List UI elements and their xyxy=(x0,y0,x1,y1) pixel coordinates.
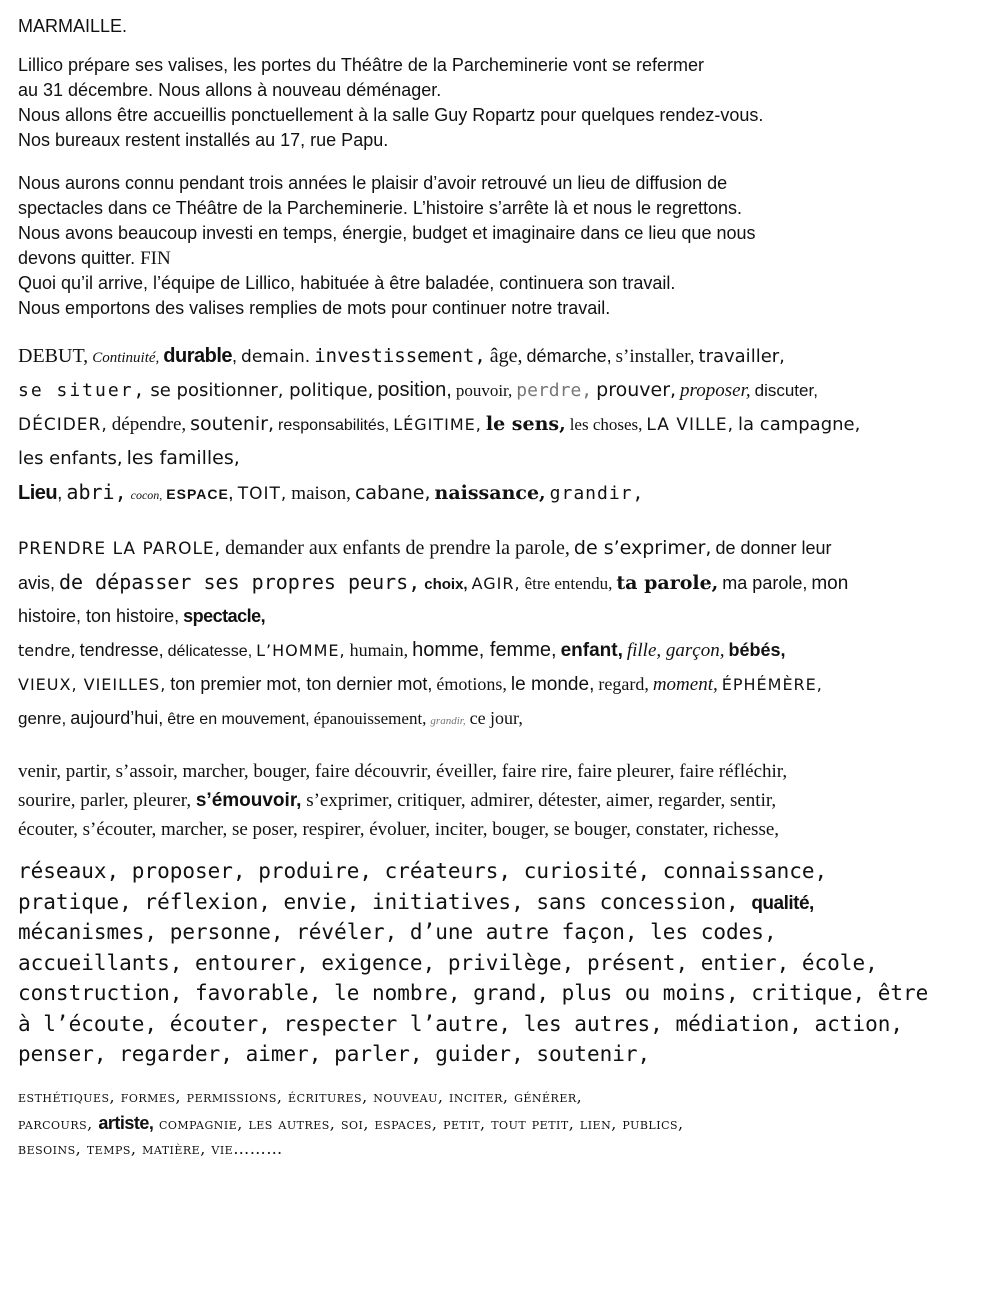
word: ma parole, xyxy=(722,573,808,593)
word: investissement, xyxy=(314,345,486,367)
mono-text: pratique, réflexion, envie, initiatives, sans concession, xyxy=(18,889,739,914)
word: discuter, xyxy=(754,381,818,400)
body-line: spectacles dans ce Théâtre de la Parcheminerie. L’histoire s’arrête là et nous le regrettons. xyxy=(18,198,743,218)
word: tendre, xyxy=(18,641,76,660)
word: être en mouvement, xyxy=(167,711,310,728)
word-line xyxy=(18,339,993,373)
caps-line: esthétiques, formes, permissions, écritures, nouveau, inciter, générer, xyxy=(18,1086,583,1106)
word-line xyxy=(18,373,993,407)
document-title: MARMAILLE. xyxy=(18,16,128,36)
word: soutenir, xyxy=(190,413,275,435)
body-line-text: devons quitter. xyxy=(18,248,136,268)
word: position, xyxy=(377,379,452,401)
word: les choses, xyxy=(569,415,643,434)
word: la campagne, xyxy=(738,414,861,435)
intro-line: Nos bureaux restent installés au 17, rue Papu. xyxy=(18,130,389,150)
document-page xyxy=(18,14,993,1162)
word: LA VILLE, xyxy=(646,415,735,435)
word-line xyxy=(18,667,993,701)
intro-line: Lillico prépare ses valises, les portes du Théâtre de la Parcheminerie vont se refermer xyxy=(18,55,704,75)
word: humain, xyxy=(349,640,409,660)
word: mon xyxy=(811,573,849,594)
word-line xyxy=(18,407,993,441)
word: aujourd’hui, xyxy=(70,708,164,728)
word: durable xyxy=(163,345,233,367)
word: regard, xyxy=(598,674,649,694)
word: enfant, xyxy=(560,640,623,661)
word: avis, xyxy=(18,573,56,593)
word: genre, xyxy=(18,709,67,728)
word: VIEUX, VIEILLES, xyxy=(18,675,167,694)
word: perdre, xyxy=(516,380,593,401)
word-line xyxy=(18,441,993,475)
verbs-text: sourire, parler, pleurer, xyxy=(18,790,192,811)
word: le monde, xyxy=(510,674,595,695)
word: demander aux enfants de prendre la parole, xyxy=(225,537,570,559)
word: le sens, xyxy=(485,413,566,435)
verbs-line: venir, partir, s’assoir, marcher, bouger, faire découvrir, éveiller, faire rire, faire pleurer, faire réfléchir, xyxy=(18,761,788,782)
word: âge, xyxy=(489,345,523,367)
word-line xyxy=(18,701,993,735)
verbs-emphasis: s’émouvoir, xyxy=(195,790,302,811)
mono-line: accueillants, entourer, exigence, privilège, présent, entier, école, xyxy=(18,950,878,975)
word-line xyxy=(18,565,993,599)
word: responsabilités, xyxy=(278,417,390,434)
mono-emphasis: qualité, xyxy=(751,892,814,914)
word: prouver, xyxy=(596,379,677,401)
body-line: Nous aurons connu pendant trois années le plaisir d’avoir retrouvé un lieu de diffusion de xyxy=(18,173,728,193)
word: dépendre, xyxy=(111,414,187,435)
word: être entendu, xyxy=(524,574,613,593)
word: PRENDRE LA PAROLE, xyxy=(18,539,222,559)
word: cabane, xyxy=(354,482,431,504)
word: moment, xyxy=(652,674,718,695)
intro-line: au 31 décembre. Nous allons à nouveau déménager. xyxy=(18,80,442,100)
body-paragraph xyxy=(18,171,993,321)
verbs-line xyxy=(18,786,993,815)
word-line xyxy=(18,633,993,667)
word: demain. xyxy=(241,347,311,367)
word: épanouissement, xyxy=(313,709,427,728)
word: TOIT, xyxy=(237,484,288,504)
word: se positionner, politique, xyxy=(150,380,374,401)
word: tendresse, xyxy=(79,640,164,660)
word: ta parole, xyxy=(616,572,719,594)
mono-line: penser, regarder, aimer, parler, guider, soutenir, xyxy=(18,1042,651,1066)
word-line xyxy=(18,531,993,565)
mono-line: mécanismes, personne, révéler, d’une autre façon, les codes, xyxy=(18,920,777,944)
word-line xyxy=(18,475,993,509)
word: DEBUT, xyxy=(18,345,89,367)
word: fille, garçon, xyxy=(626,640,725,661)
mono-line: construction, favorable, le nombre, grand, plus ou moins, critique, être xyxy=(18,981,929,1005)
caps-block xyxy=(18,1084,993,1162)
caps-line xyxy=(18,1110,993,1136)
verbs-line: écouter, s’écouter, marcher, se poser, respirer, évoluer, inciter, bouger, se bouger, constater, richesse, xyxy=(18,819,780,840)
fin-word: FIN xyxy=(140,248,171,269)
word: démarche, xyxy=(526,346,612,366)
mono-line xyxy=(18,887,993,918)
body-line: Nous avons beaucoup investi en temps, énergie, budget et imaginaire dans ce lieu que nous xyxy=(18,223,756,243)
word: émotions, xyxy=(436,674,507,694)
word: pouvoir, xyxy=(455,381,513,400)
word-cloud-2 xyxy=(18,531,993,735)
mono-line: réseaux, proposer, produire, créateurs, curiosité, connaissance, xyxy=(18,859,828,883)
word: grandir, xyxy=(430,715,466,727)
word: Lieu xyxy=(18,482,58,504)
word: AGIR, xyxy=(471,574,521,593)
intro-paragraph xyxy=(18,53,993,153)
word: histoire, ton histoire, xyxy=(18,606,180,626)
word: spectacle, xyxy=(183,606,266,626)
mono-block xyxy=(18,856,993,1070)
word: homme, femme, xyxy=(412,639,557,661)
word: Continuité, xyxy=(92,350,160,366)
verbs-text: s’exprimer, critiquer, admirer, détester, aimer, regarder, sentir, xyxy=(306,790,777,811)
verbs-block xyxy=(18,757,993,844)
word: DÉCIDER, xyxy=(18,415,108,435)
caps-line: besoins, temps, matière, vie……… xyxy=(18,1138,283,1158)
word: de dépasser ses propres peurs, xyxy=(59,570,421,594)
word: choix, xyxy=(424,576,468,593)
word: de donner leur xyxy=(715,538,832,558)
intro-line: Nous allons être accueillis ponctuellement à la salle Guy Ropartz pour quelques rendez-vous. xyxy=(18,105,764,125)
word: les enfants, xyxy=(18,448,123,469)
word: LÉGITIME, xyxy=(393,415,482,434)
word: proposer, xyxy=(680,380,751,401)
word: travailler, xyxy=(698,346,785,367)
word: maison, xyxy=(291,483,351,504)
word: , xyxy=(57,483,63,504)
body-line: Quoi qu’il arrive, l’équipe de Lillico, habituée à être baladée, continuera son travail. xyxy=(18,273,676,293)
word: les familles, xyxy=(126,447,240,469)
word-cloud-1 xyxy=(18,339,993,509)
word: abri, xyxy=(66,480,127,504)
word: naissance, xyxy=(434,482,546,504)
word: ce jour, xyxy=(469,708,523,728)
word-line xyxy=(18,599,993,633)
body-line: Nous emportons des valises remplies de mots pour continuer notre travail. xyxy=(18,298,611,318)
word: ESPACE, xyxy=(166,486,234,502)
word: bébés, xyxy=(728,640,786,660)
word: ton premier mot, ton dernier mot, xyxy=(170,674,433,694)
caps-emphasis: artiste, xyxy=(98,1112,154,1133)
word: de s’exprimer, xyxy=(573,537,712,559)
word: ÉPHÉMÈRE, xyxy=(721,675,823,694)
word: grandir, xyxy=(549,483,645,504)
caps-text: parcours, xyxy=(18,1113,93,1133)
word: se situer, xyxy=(18,380,147,401)
word: s’installer, xyxy=(615,346,695,367)
mono-line: à l’écoute, écouter, respecter l’autre, les autres, médiation, action, xyxy=(18,1011,904,1036)
body-line-last xyxy=(18,246,993,271)
word: , xyxy=(232,346,238,366)
caps-text: compagnie, les autres, soi, espaces, petit, tout petit, lien, publics, xyxy=(158,1113,684,1133)
word: L’HOMME, xyxy=(256,641,346,660)
word: délicatesse, xyxy=(167,643,253,660)
word: cocon, xyxy=(130,488,163,502)
